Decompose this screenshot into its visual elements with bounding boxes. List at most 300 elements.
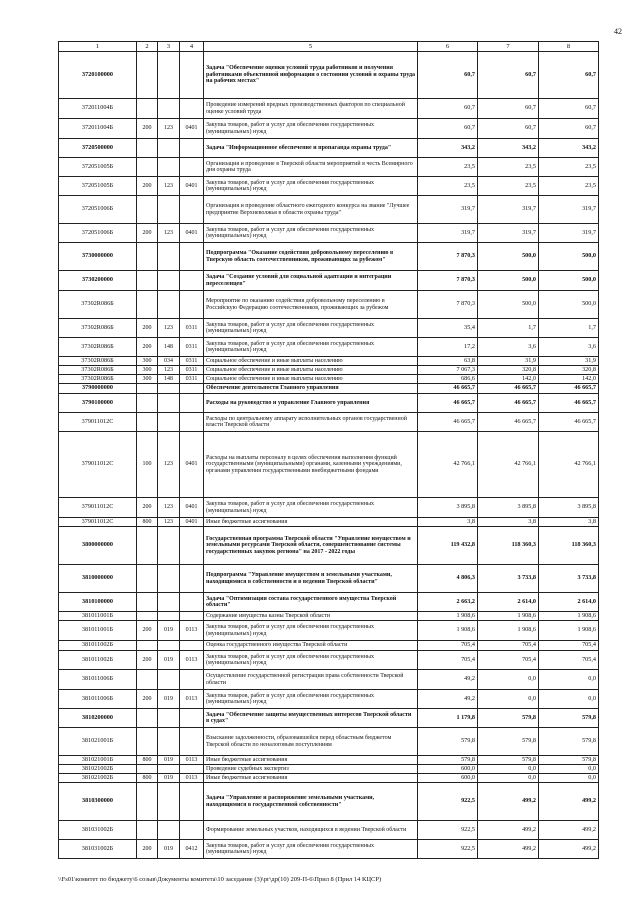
amount-year2-cell: 1 908,6: [478, 612, 539, 621]
section-code-cell: [180, 821, 204, 840]
table-row: [59, 612, 599, 621]
item-name-cell: Оценка государственного имущества Тверской области: [204, 641, 418, 651]
amount-year3-cell: 499,2: [539, 821, 599, 840]
ministry-code-cell: [158, 670, 180, 690]
target-code-cell: 37302R086Б: [59, 338, 137, 357]
amount-year2-cell: 3,6: [478, 338, 539, 357]
section-code-cell: [180, 593, 204, 612]
expense-type-cell: 200: [137, 840, 158, 859]
ministry-code-cell: 123: [158, 366, 180, 375]
amount-year3-cell: 142,0: [539, 375, 599, 384]
section-code-cell: [180, 565, 204, 593]
amount-year1-cell: 49,2: [418, 690, 478, 709]
item-name-cell: Мероприятие по оказанию содействия добровольному переселению в Российскую Федерацию соотечественников, проживающих за рубежом: [204, 291, 418, 319]
amount-year3-cell: 579,8: [539, 709, 599, 728]
amount-year1-cell: 3,8: [418, 518, 478, 527]
amount-year1-cell: 600,0: [418, 774, 478, 783]
section-code-cell: 0401: [180, 119, 204, 139]
ministry-code-cell: [158, 709, 180, 728]
ministry-code-cell: [158, 765, 180, 774]
target-code-cell: 372011004Б: [59, 119, 137, 139]
ministry-code-cell: [158, 783, 180, 821]
ministry-code-cell: [158, 612, 180, 621]
amount-year3-cell: 0,0: [539, 690, 599, 709]
expense-type-cell: [137, 158, 158, 177]
target-code-cell: 3810100000: [59, 593, 137, 612]
target-code-cell: 379011012С: [59, 518, 137, 527]
table-row: [59, 357, 599, 366]
target-code-cell: 372051005Б: [59, 177, 137, 196]
amount-year3-cell: 320,8: [539, 366, 599, 375]
table-row: [59, 783, 599, 821]
amount-year3-cell: 500,0: [539, 243, 599, 271]
item-name-cell: Закупка товаров, работ и услуг для обеспечения государственных (муниципальных) нужд: [204, 177, 418, 196]
target-code-cell: 3720500000: [59, 139, 137, 158]
section-code-cell: [180, 641, 204, 651]
expense-type-cell: [137, 783, 158, 821]
table-row: [59, 271, 599, 291]
item-name-cell: Обеспечение деятельности Главного управления: [204, 384, 418, 394]
table-row: [59, 384, 599, 394]
amount-year1-cell: 922,5: [418, 783, 478, 821]
section-code-cell: [180, 765, 204, 774]
expense-type-cell: [137, 413, 158, 432]
section-code-cell: [180, 394, 204, 413]
amount-year2-cell: 579,8: [478, 756, 539, 765]
target-code-cell: 3800000000: [59, 527, 137, 565]
item-name-cell: Закупка товаров, работ и услуг для обеспечения государственных (муниципальных) нужд: [204, 621, 418, 641]
item-name-cell: Взыскание задолженности, образовавшейся перед областным бюджетом Тверской области по неналоговым поступлениям: [204, 728, 418, 756]
item-name-cell: Расходы на выплаты персоналу в целях обеспечения выполнения функций государственными (муниципальными) органами, казенными учреждениями, органами управления государственными внебюджетными фондами: [204, 432, 418, 498]
target-code-cell: 381021002Б: [59, 774, 137, 783]
table-row: [59, 728, 599, 756]
target-code-cell: 37302R086Б: [59, 357, 137, 366]
target-code-cell: 381011006Б: [59, 690, 137, 709]
amount-year1-cell: 17,2: [418, 338, 478, 357]
amount-year3-cell: 319,7: [539, 224, 599, 243]
item-name-cell: Расходы на руководство и управление Главного управления: [204, 394, 418, 413]
target-code-cell: 3810200000: [59, 709, 137, 728]
item-name-cell: Формирование земельных участков, находящихся в ведении Тверской области: [204, 821, 418, 840]
ministry-code-cell: [158, 728, 180, 756]
amount-year2-cell: 46 665,7: [478, 413, 539, 432]
expense-type-cell: 200: [137, 319, 158, 338]
amount-year1-cell: 922,5: [418, 840, 478, 859]
ministry-code-cell: [158, 593, 180, 612]
amount-year1-cell: 60,7: [418, 119, 478, 139]
amount-year1-cell: 3 895,8: [418, 498, 478, 518]
amount-year3-cell: 705,4: [539, 641, 599, 651]
section-code-cell: [180, 271, 204, 291]
section-code-cell: [180, 158, 204, 177]
ministry-code-cell: [158, 821, 180, 840]
amount-year2-cell: 0,0: [478, 690, 539, 709]
table-row: [59, 375, 599, 384]
amount-year3-cell: 499,2: [539, 840, 599, 859]
amount-year2-cell: 499,2: [478, 821, 539, 840]
target-code-cell: 37302R086Б: [59, 319, 137, 338]
amount-year3-cell: 46 665,7: [539, 413, 599, 432]
target-code-cell: 37302R086Б: [59, 366, 137, 375]
amount-year3-cell: 2 614,0: [539, 593, 599, 612]
amount-year2-cell: 46 665,7: [478, 394, 539, 413]
ministry-code-cell: [158, 565, 180, 593]
amount-year2-cell: 60,7: [478, 52, 539, 99]
target-code-cell: 37302R086Б: [59, 375, 137, 384]
target-code-cell: 381021002Б: [59, 765, 137, 774]
column-header: 6: [418, 42, 478, 52]
amount-year1-cell: 60,7: [418, 99, 478, 119]
table-row: [59, 177, 599, 196]
expense-type-cell: [137, 670, 158, 690]
section-code-cell: [180, 99, 204, 119]
amount-year1-cell: 1 908,6: [418, 612, 478, 621]
section-code-cell: [180, 139, 204, 158]
ministry-code-cell: 123: [158, 119, 180, 139]
item-name-cell: Закупка товаров, работ и услуг для обеспечения государственных (муниципальных) нужд: [204, 319, 418, 338]
item-name-cell: Организация и проведение областного ежегодного конкурса на звание "Лучшее предприятие Верхневолжья в области охраны труда": [204, 196, 418, 224]
table-row: [59, 593, 599, 612]
expense-type-cell: [137, 593, 158, 612]
ministry-code-cell: [158, 271, 180, 291]
amount-year1-cell: 579,8: [418, 756, 478, 765]
target-code-cell: 379011012С: [59, 413, 137, 432]
item-name-cell: Социальное обеспечение и иные выплаты населению: [204, 357, 418, 366]
target-code-cell: 381011002Б: [59, 641, 137, 651]
column-header: 8: [539, 42, 599, 52]
item-name-cell: Расходы по центральному аппарату исполнительных органов государственной власти Тверской области: [204, 413, 418, 432]
table-row: [59, 621, 599, 641]
expense-type-cell: 800: [137, 518, 158, 527]
section-code-cell: 0412: [180, 840, 204, 859]
ministry-code-cell: 123: [158, 177, 180, 196]
amount-year2-cell: 343,2: [478, 139, 539, 158]
ministry-code-cell: [158, 52, 180, 99]
table-row: [59, 709, 599, 728]
item-name-cell: Организация и проведение в Тверской области мероприятий в честь Всемирного дня охраны труда: [204, 158, 418, 177]
table-row: [59, 641, 599, 651]
amount-year3-cell: 46 665,7: [539, 384, 599, 394]
expense-type-cell: [137, 99, 158, 119]
target-code-cell: 3810300000: [59, 783, 137, 821]
ministry-code-cell: [158, 99, 180, 119]
amount-year1-cell: 46 665,7: [418, 394, 478, 413]
item-name-cell: Закупка товаров, работ и услуг для обеспечения государственных (муниципальных) нужд: [204, 119, 418, 139]
section-code-cell: [180, 709, 204, 728]
section-code-cell: [180, 243, 204, 271]
amount-year1-cell: 705,4: [418, 651, 478, 670]
column-header: 1: [59, 42, 137, 52]
target-code-cell: 372051006Б: [59, 224, 137, 243]
amount-year1-cell: 46 665,7: [418, 384, 478, 394]
amount-year2-cell: 0,0: [478, 765, 539, 774]
amount-year2-cell: 42 766,1: [478, 432, 539, 498]
amount-year2-cell: 319,7: [478, 196, 539, 224]
item-name-cell: Закупка товаров, работ и услуг для обеспечения государственных (муниципальных) нужд: [204, 498, 418, 518]
section-code-cell: 0113: [180, 774, 204, 783]
amount-year2-cell: 705,4: [478, 641, 539, 651]
amount-year3-cell: 23,5: [539, 177, 599, 196]
expense-type-cell: 200: [137, 690, 158, 709]
amount-year1-cell: 63,8: [418, 357, 478, 366]
section-code-cell: 0401: [180, 224, 204, 243]
column-header: 2: [137, 42, 158, 52]
expense-type-cell: [137, 196, 158, 224]
amount-year1-cell: 7 870,3: [418, 291, 478, 319]
item-name-cell: Задача "Управление и распоряжение земельными участками, находящимися в государственной собственности": [204, 783, 418, 821]
item-name-cell: Иные бюджетные ассигнования: [204, 518, 418, 527]
amount-year2-cell: 1,7: [478, 319, 539, 338]
expense-type-cell: [137, 728, 158, 756]
target-code-cell: 379011012С: [59, 432, 137, 498]
item-name-cell: Закупка товаров, работ и услуг для обеспечения государственных (муниципальных) нужд: [204, 338, 418, 357]
amount-year3-cell: 343,2: [539, 139, 599, 158]
column-header: 3: [158, 42, 180, 52]
section-code-cell: [180, 384, 204, 394]
amount-year1-cell: 42 766,1: [418, 432, 478, 498]
target-code-cell: 372051006Б: [59, 196, 137, 224]
amount-year2-cell: 319,7: [478, 224, 539, 243]
amount-year3-cell: 60,7: [539, 119, 599, 139]
amount-year1-cell: 35,4: [418, 319, 478, 338]
target-code-cell: 3790100000: [59, 394, 137, 413]
amount-year1-cell: 4 806,3: [418, 565, 478, 593]
expense-type-cell: [137, 527, 158, 565]
target-code-cell: 3730000000: [59, 243, 137, 271]
item-name-cell: Задача "Обеспечение оценки условий труда работников и получения работниками объективной информации о состоянии условий и охраны труда на рабочих местах": [204, 52, 418, 99]
amount-year2-cell: 23,5: [478, 177, 539, 196]
ministry-code-cell: 019: [158, 690, 180, 709]
expense-type-cell: 300: [137, 375, 158, 384]
ministry-code-cell: [158, 394, 180, 413]
item-name-cell: Закупка товаров, работ и услуг для обеспечения государственных (муниципальных) нужд: [204, 651, 418, 670]
item-name-cell: Государственная программа Тверской области "Управление имуществом и земельными ресурсами Тверской области, совершенствование системы государственных закупок региона" на 2017 - 2022 годы: [204, 527, 418, 565]
amount-year1-cell: 119 432,8: [418, 527, 478, 565]
expense-type-cell: 200: [137, 177, 158, 196]
amount-year2-cell: 46 665,7: [478, 384, 539, 394]
table-row: [59, 765, 599, 774]
ministry-code-cell: 123: [158, 224, 180, 243]
table-row: [59, 224, 599, 243]
table-row: [59, 756, 599, 765]
ministry-code-cell: [158, 527, 180, 565]
expense-type-cell: 200: [137, 224, 158, 243]
amount-year1-cell: 7 870,3: [418, 271, 478, 291]
amount-year3-cell: 31,9: [539, 357, 599, 366]
table-row: [59, 366, 599, 375]
amount-year3-cell: 3 895,8: [539, 498, 599, 518]
amount-year3-cell: 42 766,1: [539, 432, 599, 498]
amount-year2-cell: 579,8: [478, 728, 539, 756]
item-name-cell: Подпрограмма "Оказание содействия добровольному переселению в Тверскую область соотечественников, проживающих за рубежом": [204, 243, 418, 271]
table-row: [59, 670, 599, 690]
item-name-cell: Задача "Создание условий для социальной адаптации и интеграции переселенцев": [204, 271, 418, 291]
table-row: [59, 291, 599, 319]
amount-year3-cell: 3,6: [539, 338, 599, 357]
amount-year1-cell: 2 663,2: [418, 593, 478, 612]
table-row: [59, 319, 599, 338]
amount-year2-cell: 500,0: [478, 243, 539, 271]
target-code-cell: 372011004Б: [59, 99, 137, 119]
ministry-code-cell: [158, 139, 180, 158]
expense-type-cell: [137, 139, 158, 158]
amount-year2-cell: 320,8: [478, 366, 539, 375]
target-code-cell: 381021001Б: [59, 728, 137, 756]
section-code-cell: [180, 670, 204, 690]
section-code-cell: 0113: [180, 621, 204, 641]
ministry-code-cell: 123: [158, 432, 180, 498]
table-row: [59, 158, 599, 177]
amount-year2-cell: 0,0: [478, 670, 539, 690]
table-row: [59, 432, 599, 498]
amount-year3-cell: 0,0: [539, 670, 599, 690]
amount-year2-cell: 31,9: [478, 357, 539, 366]
ministry-code-cell: 148: [158, 338, 180, 357]
section-code-cell: 0311: [180, 319, 204, 338]
item-name-cell: Социальное обеспечение и иные выплаты населению: [204, 366, 418, 375]
table-row: [59, 338, 599, 357]
expense-type-cell: 800: [137, 774, 158, 783]
table-row: [59, 821, 599, 840]
section-code-cell: 0113: [180, 651, 204, 670]
column-header: 4: [180, 42, 204, 52]
amount-year2-cell: 60,7: [478, 99, 539, 119]
expense-type-cell: [137, 52, 158, 99]
amount-year3-cell: 319,7: [539, 196, 599, 224]
amount-year1-cell: 705,4: [418, 641, 478, 651]
amount-year2-cell: 2 614,0: [478, 593, 539, 612]
amount-year3-cell: 118 360,3: [539, 527, 599, 565]
amount-year2-cell: 3 733,8: [478, 565, 539, 593]
item-name-cell: Закупка товаров, работ и услуг для обеспечения государственных (муниципальных) нужд: [204, 224, 418, 243]
expense-type-cell: 200: [137, 498, 158, 518]
target-code-cell: 381011006Б: [59, 670, 137, 690]
amount-year3-cell: 46 665,7: [539, 394, 599, 413]
ministry-code-cell: [158, 413, 180, 432]
amount-year1-cell: 319,7: [418, 196, 478, 224]
expense-type-cell: [137, 641, 158, 651]
amount-year2-cell: 1 908,6: [478, 621, 539, 641]
ministry-code-cell: [158, 243, 180, 271]
amount-year3-cell: 499,2: [539, 783, 599, 821]
section-code-cell: [180, 196, 204, 224]
target-code-cell: 37302R086Б: [59, 291, 137, 319]
table-row: [59, 774, 599, 783]
amount-year1-cell: 686,6: [418, 375, 478, 384]
ministry-code-cell: 019: [158, 756, 180, 765]
amount-year3-cell: 1 908,6: [539, 612, 599, 621]
amount-year1-cell: 46 665,7: [418, 413, 478, 432]
amount-year3-cell: 60,7: [539, 99, 599, 119]
amount-year1-cell: 1 908,6: [418, 621, 478, 641]
target-code-cell: 3790000000: [59, 384, 137, 394]
ministry-code-cell: 019: [158, 774, 180, 783]
target-code-cell: 381011001Б: [59, 612, 137, 621]
item-name-cell: Содержание имущества казны Тверской области: [204, 612, 418, 621]
target-code-cell: 381011001Б: [59, 621, 137, 641]
amount-year2-cell: 499,2: [478, 783, 539, 821]
table-row: [59, 119, 599, 139]
expense-type-cell: [137, 565, 158, 593]
item-name-cell: Проведение судебных экспертиз: [204, 765, 418, 774]
header-row: [59, 42, 599, 52]
amount-year2-cell: 142,0: [478, 375, 539, 384]
amount-year3-cell: 1,7: [539, 319, 599, 338]
item-name-cell: Закупка товаров, работ и услуг для обеспечения государственных (муниципальных) нужд: [204, 840, 418, 859]
ministry-code-cell: [158, 291, 180, 319]
amount-year1-cell: 60,7: [418, 52, 478, 99]
amount-year1-cell: 922,5: [418, 821, 478, 840]
target-code-cell: 3810000000: [59, 565, 137, 593]
expense-type-cell: [137, 243, 158, 271]
section-code-cell: [180, 291, 204, 319]
expense-type-cell: [137, 709, 158, 728]
amount-year2-cell: 705,4: [478, 651, 539, 670]
table-row: [59, 243, 599, 271]
target-code-cell: 3720100000: [59, 52, 137, 99]
ministry-code-cell: [158, 158, 180, 177]
amount-year3-cell: 0,0: [539, 774, 599, 783]
target-code-cell: 381031002Б: [59, 840, 137, 859]
amount-year2-cell: 0,0: [478, 774, 539, 783]
amount-year2-cell: 499,2: [478, 840, 539, 859]
expense-type-cell: 200: [137, 338, 158, 357]
amount-year2-cell: 3,8: [478, 518, 539, 527]
expense-type-cell: 800: [137, 756, 158, 765]
item-name-cell: Иные бюджетные ассигнования: [204, 756, 418, 765]
section-code-cell: 0113: [180, 690, 204, 709]
item-name-cell: Подпрограмма "Управление имуществом и земельными участками, находящимися в собственности и в ведении Тверской области": [204, 565, 418, 593]
amount-year3-cell: 579,8: [539, 728, 599, 756]
section-code-cell: [180, 612, 204, 621]
section-code-cell: 0401: [180, 498, 204, 518]
ministry-code-cell: [158, 196, 180, 224]
expense-type-cell: [137, 612, 158, 621]
amount-year3-cell: 500,0: [539, 271, 599, 291]
item-name-cell: Социальное обеспечение и иные выплаты населению: [204, 375, 418, 384]
section-code-cell: 0311: [180, 357, 204, 366]
amount-year1-cell: 49,2: [418, 670, 478, 690]
expense-type-cell: 300: [137, 357, 158, 366]
expense-type-cell: [137, 394, 158, 413]
amount-year3-cell: 60,7: [539, 52, 599, 99]
amount-year3-cell: 23,5: [539, 158, 599, 177]
section-code-cell: 0401: [180, 518, 204, 527]
table-row: [59, 394, 599, 413]
expense-type-cell: 200: [137, 621, 158, 641]
column-header: 7: [478, 42, 539, 52]
expense-type-cell: 100: [137, 432, 158, 498]
table-row: [59, 99, 599, 119]
table-row: [59, 840, 599, 859]
table-row: [59, 139, 599, 158]
item-name-cell: Осуществление государственной регистрации права собственности Тверской области: [204, 670, 418, 690]
amount-year3-cell: 1 908,6: [539, 621, 599, 641]
amount-year1-cell: 319,7: [418, 224, 478, 243]
item-name-cell: Задача "Обеспечение защиты имущественных интересов Тверской области в судах": [204, 709, 418, 728]
amount-year3-cell: 3,8: [539, 518, 599, 527]
amount-year3-cell: 579,8: [539, 756, 599, 765]
amount-year1-cell: 7 067,3: [418, 366, 478, 375]
item-name-cell: Иные бюджетные ассигнования: [204, 774, 418, 783]
amount-year2-cell: 500,0: [478, 291, 539, 319]
section-code-cell: 0311: [180, 338, 204, 357]
table-row: [59, 52, 599, 99]
column-header: 5: [204, 42, 418, 52]
section-code-cell: [180, 783, 204, 821]
section-code-cell: [180, 527, 204, 565]
target-code-cell: 381021001Б: [59, 756, 137, 765]
